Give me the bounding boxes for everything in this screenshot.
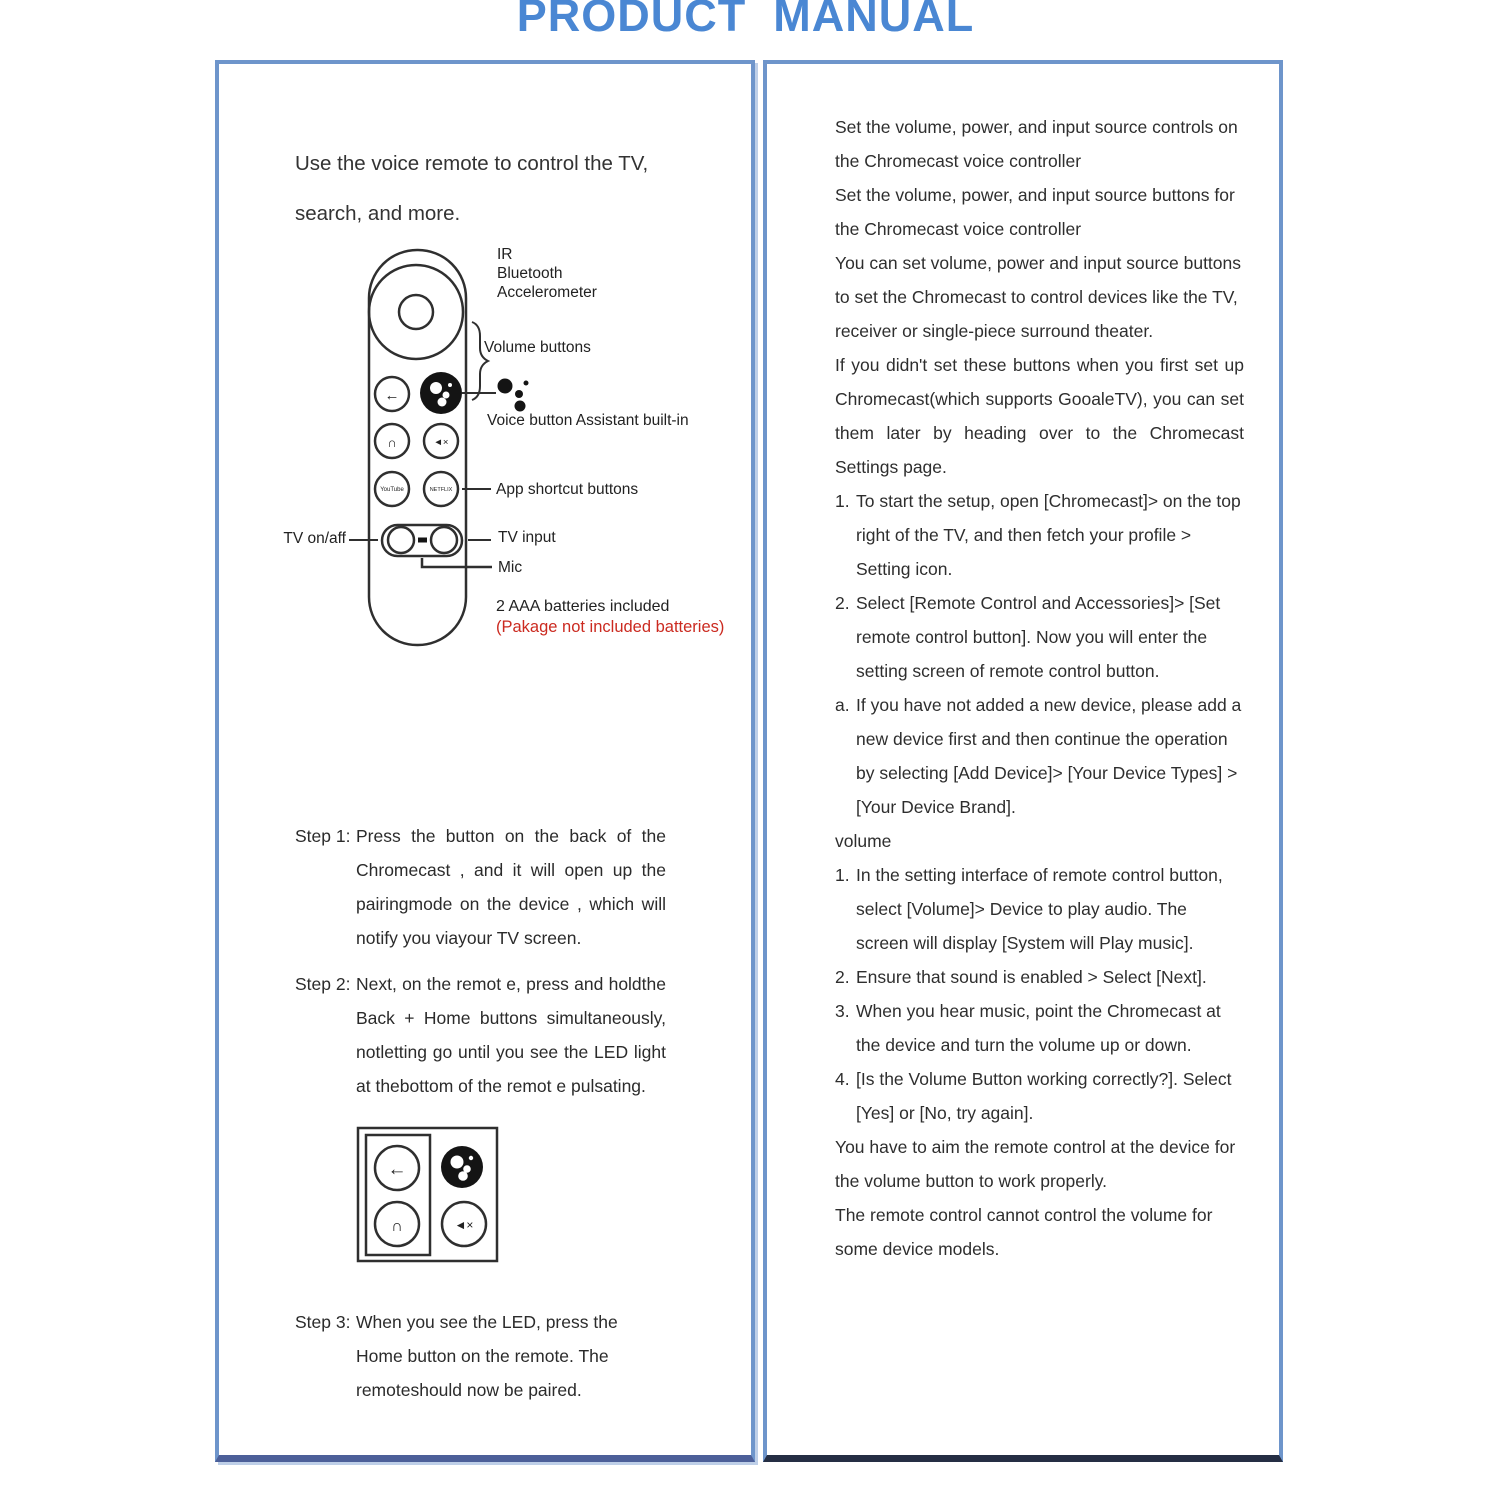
left-panel [215, 60, 755, 1462]
step-1-text: Press the button on the back of the Chromecast , and it will open up the pairingmode on the device , which will notify you viayour TV screen. [356, 826, 666, 948]
list-marker: a. [835, 695, 850, 715]
mic-pointer-line [422, 558, 492, 567]
list-marker: 2. [835, 967, 850, 987]
list-text: To start the setup, open [Chromecast]> on the top right of the TV, and then fetch your profile > Setting icon. [856, 491, 1241, 579]
list-marker: 4. [835, 1069, 850, 1089]
step-1 [295, 819, 666, 955]
mute-icon: ◄× [433, 437, 449, 448]
list-marker: 3. [835, 1001, 850, 1021]
right-panel [763, 60, 1283, 1462]
setup-list-item-2 [835, 586, 1244, 688]
youtube-button-label: YouTube [380, 487, 404, 493]
volume-list-item-2 [835, 960, 1244, 994]
paragraph-buttons: Set the volume, power, and input source buttons for the Chromecast voice controller [835, 185, 1235, 239]
step-3-label: Step 3: [295, 1312, 351, 1332]
footer-aim-note: You have to aim the remote control at the device for the volume button to work properly. [835, 1137, 1236, 1191]
back-arrow-icon: ← [384, 387, 400, 404]
setup-list-item-a [835, 688, 1244, 824]
list-marker: 1. [835, 491, 850, 511]
volume-brace [472, 322, 488, 400]
pairing-buttons-diagram [356, 1126, 501, 1266]
intro-text: Use the voice remote to control the TV, search, and more. [295, 152, 649, 225]
step-2 [295, 967, 666, 1103]
voice-button-small [441, 1146, 483, 1188]
tv-power-button [388, 527, 414, 553]
mic-label: Mic [498, 559, 523, 576]
voice-button-icon [420, 372, 462, 414]
sensor-label-bluetooth: Bluetooth [497, 265, 563, 282]
sensor-label-accelerometer: Accelerometer [497, 284, 597, 301]
volume-list-item-3 [835, 994, 1244, 1062]
footer-models-note: The remote control cannot control the volume for some device models. [835, 1205, 1213, 1259]
volume-list-item-4 [835, 1062, 1244, 1130]
back-arrow-icon-small: ← [387, 1159, 407, 1180]
step-1-label: Step 1: [295, 826, 351, 846]
paragraph-devices: You can set volume, power and input source buttons to set the Chromecast to control devices like the TV, receiver or single-piece surround theater. [835, 253, 1242, 341]
tv-input-button [431, 527, 457, 553]
list-text: [Is the Volume Button working correctly?]. Select [Yes] or [No, try again]. [856, 1069, 1232, 1123]
netflix-button-label: NETFLIX [429, 487, 453, 493]
home-icon-small: ∩ [391, 1218, 403, 1235]
tv-power-label: TV on/aff [283, 530, 346, 547]
step-3 [295, 1305, 666, 1407]
back-home-highlight [366, 1135, 430, 1255]
setup-list-item-1 [835, 484, 1244, 586]
mute-icon-small: ◄× [454, 1218, 474, 1232]
page-title: PRODUCT MANUAL [516, 0, 975, 41]
sensor-label-ir: IR [497, 246, 513, 263]
list-text: Ensure that sound is enabled > Select [Next]. [856, 967, 1207, 987]
volume-buttons-label: Volume buttons [484, 339, 591, 356]
step-3-text: When you see the LED, press the Home button on the remote. The remoteshould now be paired. [356, 1312, 618, 1400]
list-text: When you hear music, point the Chromecast at the device and turn the volume up or down. [856, 1001, 1221, 1055]
step-2-label: Step 2: [295, 974, 351, 994]
paragraph-settings: If you didn't set these buttons when you first set up Chromecast(which supports GooaleTV), you can set them later by heading over to the Chromecast Settings page. [835, 355, 1244, 477]
dpad-ring [369, 265, 463, 359]
list-text: If you have not added a new device, please add a new device first and then continue the operation by selecting [Add Device]> [Your Device Types] > [Your Device Brand]. [856, 695, 1242, 817]
remote-diagram [219, 245, 759, 685]
assistant-dots-icon [498, 379, 529, 412]
tv-input-label: TV input [498, 529, 556, 546]
volume-heading: volume [835, 831, 892, 851]
right-panel-content [835, 110, 1244, 1266]
list-text: In the setting interface of remote control button, select [Volume]> Device to play audio. The screen will display [System will Play music]. [856, 865, 1223, 953]
list-marker: 2. [835, 593, 850, 613]
batteries-warning: (Pakage not included batteries) [496, 618, 725, 636]
list-marker: 1. [835, 865, 850, 885]
paragraph-controls: Set the volume, power, and input source controls on the Chromecast voice controller [835, 117, 1238, 171]
app-shortcut-label: App shortcut buttons [496, 481, 639, 498]
voice-button-label: Voice button Assistant built-in [487, 412, 689, 429]
batteries-label: 2 AAA batteries included [496, 598, 670, 615]
dpad-center-button [399, 295, 433, 329]
sensor-labels [497, 245, 597, 302]
list-text: Select [Remote Control and Accessories]> [Set remote control button]. Now you will enter the setting screen of remote control button. [856, 593, 1221, 681]
home-icon: ∩ [387, 435, 397, 450]
volume-list-item-1 [835, 858, 1244, 960]
step-2-text: Next, on the remot e, press and holdthe Back + Home buttons simultaneously, notletting go until you see the LED light at thebottom of the remot e pulsating. [356, 974, 666, 1096]
remote-body [369, 250, 466, 645]
